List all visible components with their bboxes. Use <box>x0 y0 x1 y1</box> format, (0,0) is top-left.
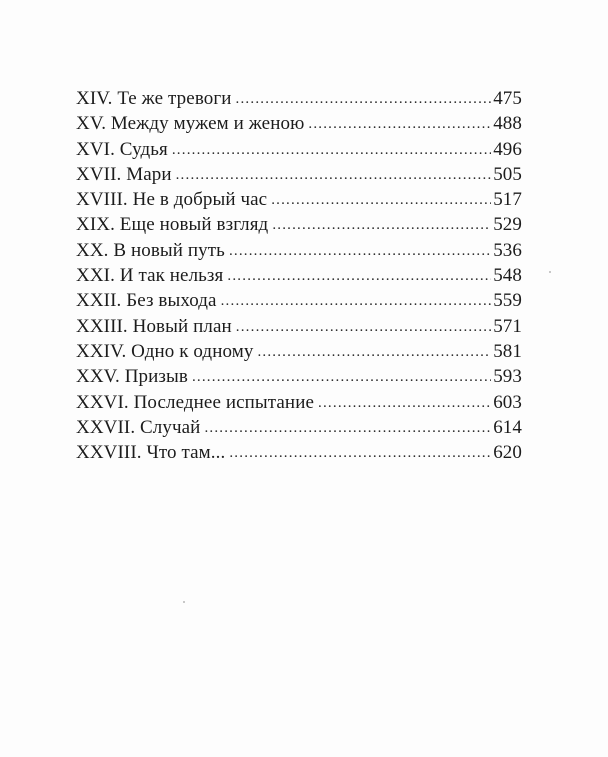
toc-entry-page: 581 <box>493 340 522 362</box>
toc-entry-28 <box>76 440 522 465</box>
dot-leader <box>272 213 491 238</box>
toc-entry-title: XIX. Еще новый взгляд <box>76 214 269 236</box>
toc-entry-19 <box>76 212 522 237</box>
toc-entry-page: 529 <box>493 214 522 236</box>
toc-entry-21 <box>76 263 522 288</box>
toc-entry-title: XVII. Мари <box>76 163 172 185</box>
toc-entry-page: 475 <box>493 88 522 109</box>
dot-leader <box>229 239 491 264</box>
dot-leader <box>308 112 491 137</box>
toc-entry-20 <box>76 238 522 263</box>
toc-entry-26 <box>76 390 522 415</box>
toc-entry-page: 571 <box>493 315 522 337</box>
toc-entry-page: 614 <box>493 416 522 438</box>
toc-entry-page: 559 <box>493 290 522 312</box>
toc-entry-25 <box>76 364 522 389</box>
toc-entry-page: 488 <box>493 113 522 135</box>
toc-entry-title: XXV. Призыв <box>76 366 188 388</box>
toc-entry-title: XXVII. Случай <box>76 416 201 438</box>
paper-speck <box>183 601 185 603</box>
dot-leader <box>229 441 491 466</box>
toc-entry-27 <box>76 415 522 440</box>
toc-entry-title: XVI. Судья <box>76 138 168 160</box>
dot-leader <box>221 289 492 314</box>
toc-entry-page: 517 <box>493 189 522 211</box>
toc-entry-title: XXII. Без выхода <box>76 290 217 312</box>
table-of-contents <box>76 86 522 465</box>
toc-entry-title: XXI. И так нельзя <box>76 265 224 287</box>
dot-leader <box>236 87 492 112</box>
toc-entry-title: XIV. Те же тревоги <box>76 88 232 109</box>
toc-entry-title: XVIII. Не в добрый час <box>76 189 268 211</box>
toc-entry-16 <box>76 137 522 162</box>
toc-entry-page: 620 <box>493 442 522 464</box>
toc-entry-title: XXVI. Последнее испытание <box>76 391 315 413</box>
dot-leader <box>318 391 491 416</box>
toc-entry-title: XXIV. Одно к одному <box>76 340 254 362</box>
toc-entry-title: XXIII. Новый план <box>76 315 232 337</box>
toc-entry-17 <box>76 162 522 187</box>
dot-leader <box>257 340 491 365</box>
toc-entry-24 <box>76 339 522 364</box>
toc-entry-title: XXVIII. Что там... <box>76 442 226 464</box>
toc-entry-14 <box>76 86 522 111</box>
dot-leader <box>204 416 491 441</box>
toc-entry-title: XX. В новый путь <box>76 239 225 261</box>
toc-entry-18 <box>76 187 522 212</box>
toc-entry-page: 496 <box>493 138 522 160</box>
dot-leader <box>192 365 491 390</box>
dot-leader <box>227 264 491 289</box>
dot-leader <box>271 188 491 213</box>
toc-entry-page: 548 <box>493 265 522 287</box>
dot-leader <box>236 315 491 340</box>
dot-leader <box>172 138 491 163</box>
dot-leader <box>176 163 492 188</box>
toc-entry-22 <box>76 288 522 313</box>
toc-entry-15 <box>76 111 522 136</box>
toc-entry-23 <box>76 314 522 339</box>
toc-entry-page: 536 <box>493 239 522 261</box>
toc-entry-page: 603 <box>493 391 522 413</box>
toc-entry-title: XV. Между мужем и женою <box>76 113 305 135</box>
toc-entry-page: 593 <box>493 366 522 388</box>
paper-speck <box>549 271 551 273</box>
toc-entry-page: 505 <box>493 163 522 185</box>
